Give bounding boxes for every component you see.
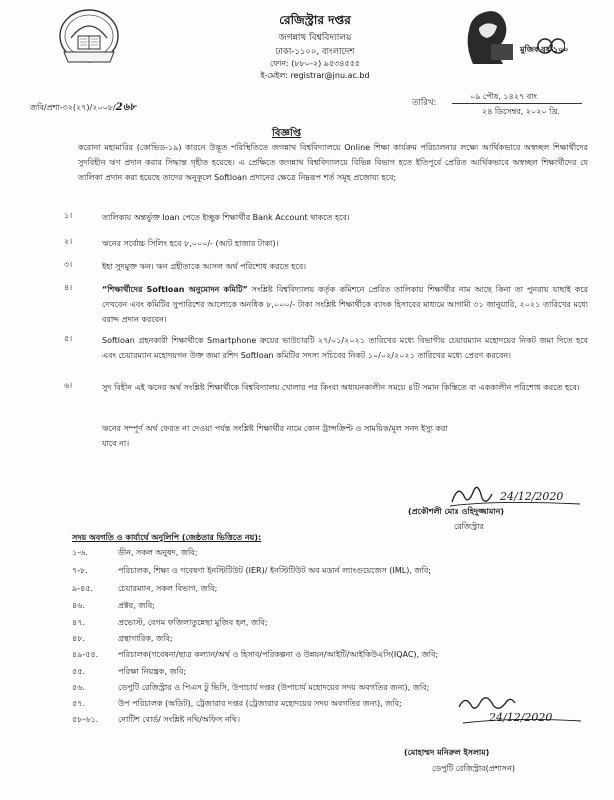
condition-number: ৬। — [64, 381, 73, 390]
deputy-registrar-signature-date: 24/12/2020 — [489, 711, 553, 724]
deputy-registrar-designation: ডেপুটি রেজিস্ট্রার(প্রশাসন) — [432, 764, 515, 773]
memo-number-prefix: জবি/প্রশা-৩২(২৭)/২০০৮/ — [30, 103, 116, 112]
email: ই-মেইল: registrar@jnu.ac.bd — [260, 71, 370, 80]
condition-text: ঋনের সর্বোচ্চ সিলিং হবে ৮,০০০/- (আট হাজার টাকা)। — [102, 239, 279, 248]
condition-text: Softloan গ্রহনকারী শিক্ষার্থীকে Smartphone ক্রয়ের ভাউচারটি ২৭/০১/২০২১ তারিখের মধ্যে বিভাগীয় চেয়ারম্যান মহোদয়ের নিকট জমা দিতে হবে এবং চেয়ারম্যান মহোদয়গন উক্ত জমা রশিদ Softloan কমিটির সদস্য সচিবের নিকট ১০/০২/২০২১ তারিখের মধ্যে প্রেরণ করবেন। — [102, 336, 588, 360]
notice-intro: করোনা মহামারির (কোভিড-১৯) কারনে উদ্ভূত পরিস্থিতিতে জগন্নাথ বিশ্ববিদ্যালয়ে Online শিক্ষা কার্যক্রম পরিচালনার লক্ষ্যে আর্থিকভাবে অস্বচ্ছল শিক্ষার্থীদের সুদবিহীন ঋণ প্রদান করার সিদ্ধান্ত গৃহীত হয়েছে। এ প্রেক্ষিতে জগন্নাথ বিশ্ববিদ্যালয়ে বিভিন্ন বিভাগ হতে ইতিপূর্বে প্রেরিত আর্থিকভাবে অস্বচ্ছল শিক্ষার্থীদের যে তালিকা প্রদান করা হয়েছে তাদের অনুকূলে Softloan প্রদানের ক্ষেত্রে নিম্নরূপ শর্ত সমূহ প্রজোয্য হবে; — [78, 143, 588, 182]
list-item: ৪৯-৫৪. পরিচালক(গবেষনা/ছাত্র কল্যান/অর্থ ও হিসাব/পরিকল্পনা ও উন্নয়ন/আইটি/আইকিউএসি(IQAC), জবি; — [72, 650, 439, 659]
registrar-name: (প্রকৌশলী মোঃ ওহিদুজ্জামান) — [408, 507, 505, 516]
registrar-designation: রেজিস্ট্রার — [454, 522, 484, 531]
list-item: ৪৬. প্রক্টর, জবি; — [72, 601, 155, 610]
date-english: ২৪ ডিসেম্বর, ২০২০ খ্রি. — [482, 107, 560, 116]
date-bangla: ০৯ পৌষ, ১৪২৭ বাং — [470, 92, 537, 101]
list-item: ৫৭. উপ পরিচালক (অডিট), ট্রেজারার দপ্তর (ট্রেজারার মহোদয়ের সদয় অবগতির জন্য), জবি; — [72, 699, 402, 708]
list-item: ৭-৮. পরিচালক, শিক্ষা ও গবেষণা ইনস্টিটিউট (IER)/ ইনস্টিটিউট অব মডার্ন ল্যাংগুয়েজেস (IML), জবি; — [72, 566, 432, 575]
faded-condition — [102, 421, 588, 451]
notice-title: বিজ্ঞপ্তি — [272, 128, 302, 139]
condition-text-body: সংশ্লিষ্ট বিশ্ববিদ্যালয় কর্তৃক কমিশনে প্রেরিত তালিকায় শিক্ষার্থীর নাম আছে কিনা তা পুনরায় যাছাই করে দেখবেন এবং কমিটির সুপারিশের আলোকে অনধিক ৮,০০০/- টাকা সংশ্লিষ্ট শিক্ষার্থীকে ব্যাংক হিসাবের মাধ্যমে আগামী ৩১ জানুয়ারি, ২০২১ তারিখের মধ্যে বরাদ্দ প্রদান করবেন। — [102, 285, 588, 324]
condition-text: সুদ বিহীন এই ঋনের অর্থ সংশ্লিষ্ট শিক্ষার্থীকে বিশ্ববিদ্যালয় খোলার পর কিংবা অধ্যয়নকালীন সময়ে ৪টি সমান কিস্তিতে বা এককালীন পরিশোধ করতে হবে। — [102, 383, 580, 392]
committee-name: “শিক্ষার্থীদের Softloan অনুমোদন কমিটি” — [102, 285, 248, 294]
list-item: ৫৫. পরিক্ষা নিয়ন্ত্রক, জবি; — [72, 667, 187, 676]
phone: ফোন: (৮৮০-২) ৯৫৩৪৫৫৫ — [269, 59, 361, 68]
condition-number: ৪। — [64, 283, 73, 292]
list-item: ৫৮-৬১. নোটিশ বোর্ড/ সংশ্লিষ্ট নথি/অফিস নথি। — [72, 715, 240, 724]
list-item: ৫৬. ডেপুটি রেজিস্ট্রার ও পিএস টু ভিসি, উপাচার্য দপ্তর (উপাচার্য মহোদয়ের সদয় অবগতির জন্য), জবি; — [72, 683, 430, 692]
list-item: ৪৮. গ্রন্থাগারিক, জবি; — [72, 634, 173, 643]
date-divider — [452, 103, 582, 104]
list-item: ৯-৪৫. চেয়ারম্যান, সকল বিভাগ, জবি; — [72, 584, 218, 593]
condition-number: ১। — [64, 211, 73, 220]
condition-text — [102, 282, 588, 327]
faded-line: যাবে না। — [102, 439, 130, 448]
mujib-borsho-logo — [455, 6, 565, 70]
registrar-signature-date: 24/12/2020 — [500, 490, 564, 503]
deputy-registrar-signature — [455, 693, 585, 727]
memo-number — [30, 100, 136, 117]
deputy-registrar-name: (মোহাম্মদ মনিরুল ইসলাম) — [404, 748, 490, 757]
condition-number: ৩। — [64, 260, 73, 269]
memo-number-handwritten: 2৬৮ — [115, 102, 136, 113]
university-name: জগন্নাথ বিশ্ববিদ্যালয় — [278, 33, 352, 43]
address: ঢাকা-১১০০, বাংলাদেশ — [275, 47, 355, 57]
office-title: রেজিস্ট্রার দপ্তর — [279, 13, 351, 27]
university-logo — [58, 8, 120, 66]
list-item: ১-৬. ডীন, সকল অনুষদ, জবি; — [72, 548, 198, 557]
condition-number: ২। — [64, 237, 73, 246]
condition-text: ইহা সুদমুক্ত ঋন। ঋন গ্রহীতাকে আসল অর্থ পরিশোধ করতে হবে। — [102, 262, 307, 271]
condition-number: ৫। — [64, 334, 73, 343]
copy-list-heading: সদয় অবগতি ও কার্যার্থে অনুলিপি (জেষ্ঠতার ভিত্তিতে নয়): — [72, 533, 262, 542]
faded-line: ঋনের সম্পূর্ণ অর্থ ফেরত না দেওয়া পর্যন্ত সংশ্লিষ্ট শিক্ষার্থীর নামে কোন ট্রান্সক্রিপ্ট ও সাময়িক/মূল সনদ ইস্যু করা — [102, 424, 448, 433]
date-label: তারিখ: — [412, 98, 437, 108]
mujib-borsho-text: মুজিব বর্ষ ১০০ — [520, 45, 569, 54]
list-item: ৪৭. প্রভোস্ট, বেগম ফজিলাতুন্নেছা মুজিব হল, জবি; — [72, 618, 268, 627]
condition-text: তালিকায় অন্তর্ভুক্ত loan পেতে ইচ্ছুক শিক্ষার্থীর Bank Account থাকতে হবে। — [102, 213, 350, 222]
